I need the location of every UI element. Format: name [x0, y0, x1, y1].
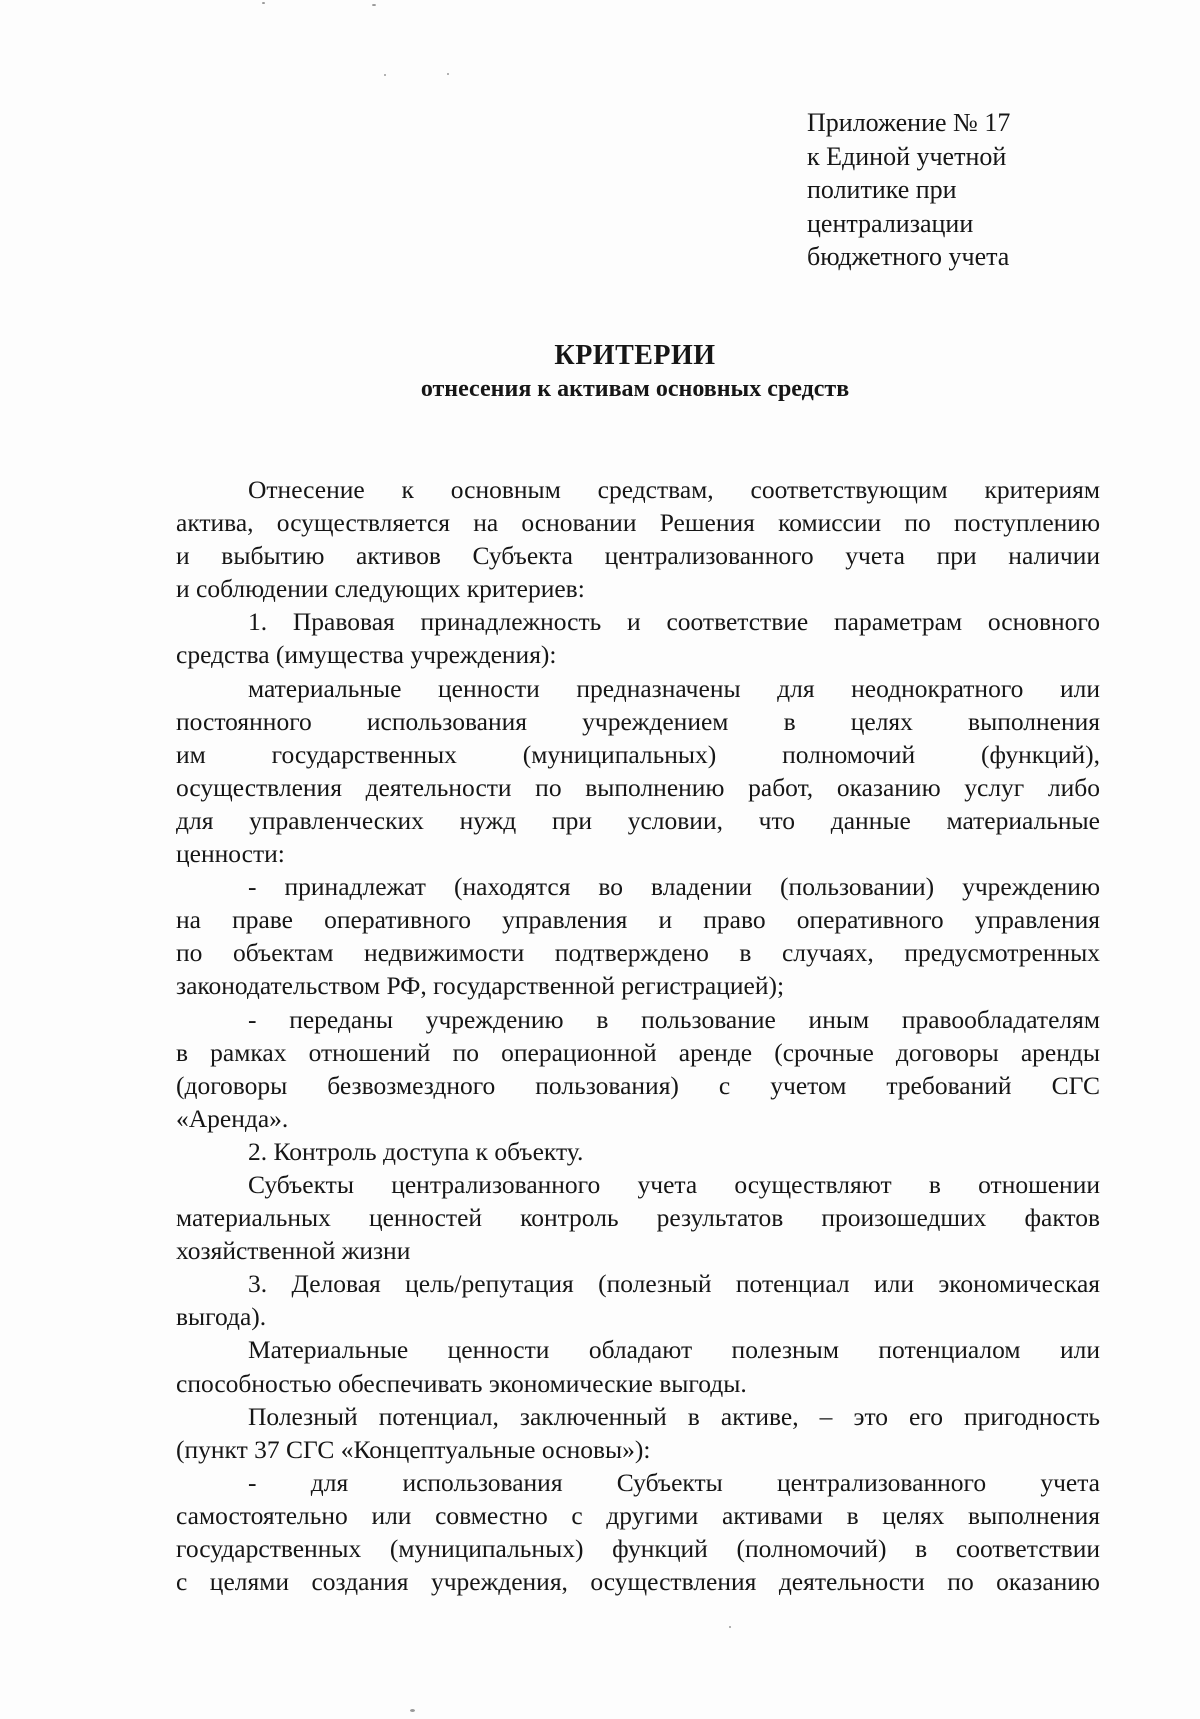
body-line: 2. Контроль доступа к объекту.	[248, 1136, 584, 1166]
scan-speck	[384, 74, 386, 76]
body-line: способностью обеспечивать экономические выгоды.	[176, 1368, 747, 1398]
body-line: им государственных (муниципальных) полномочий (функций),	[176, 739, 1100, 769]
body-line: по объектам недвижимости подтверждено в случаях, предусмотренных	[176, 938, 1100, 968]
body-line: - для использования Субъекты централизованного учета	[248, 1467, 1100, 1497]
body-line: средства (имущества учреждения):	[176, 640, 557, 670]
body-line: (пункт 37 СГС «Концептуальные основы»):	[176, 1434, 651, 1464]
body-line: осуществления деятельности по выполнению работ, оказанию услуг либо	[176, 772, 1100, 802]
body-line: и выбытию активов Субъекта централизованного учета при наличии	[176, 541, 1100, 571]
appendix-line: к Единой учетной	[807, 141, 1007, 171]
body-line: самостоятельно или совместно с другими активами в целях выполнения	[176, 1500, 1100, 1530]
body-line: Полезный потенциал, заключенный в активе, – это его пригодность	[248, 1401, 1100, 1431]
body-line: государственных (муниципальных) функций (полномочий) в соответствии	[176, 1534, 1100, 1563]
body-line: материальные ценности предназначены для неоднократного или	[248, 673, 1100, 703]
document-subtitle: отнесения к активам основных средств	[420, 376, 850, 402]
body-line: выгода).	[176, 1302, 267, 1332]
document-body	[176, 473, 1100, 1598]
body-line: - принадлежат (находятся во владении (пользовании) учреждению	[248, 872, 1100, 902]
body-line: на праве оперативного управления и право оперативного управления	[176, 905, 1100, 935]
appendix-note	[807, 106, 1107, 274]
body-line: с целями создания учреждения, осуществления деятельности по оказанию	[176, 1567, 1100, 1597]
body-line: Субъекты централизованного учета осуществляют в отношении	[248, 1169, 1100, 1199]
body-line: «Аренда».	[176, 1103, 289, 1133]
scan-speck	[262, 2, 265, 4]
body-line: - переданы учреждению в пользование иным правообладателям	[248, 1004, 1100, 1034]
scan-speck	[729, 1626, 731, 1628]
body-line: актива, осуществляется на основании Решения комиссии по поступлению	[176, 508, 1100, 538]
body-line: и соблюдении следующих критериев:	[176, 574, 585, 604]
appendix-line: бюджетного учета	[807, 242, 1010, 271]
appendix-line: централизации	[807, 208, 974, 238]
scan-speck	[447, 73, 449, 75]
scan-speck	[410, 1709, 415, 1712]
body-line: законодательством РФ, государственной регистрацией);	[176, 971, 785, 1001]
body-line: ценности:	[176, 839, 285, 869]
body-line: постоянного использования учреждением в целях выполнения	[176, 706, 1100, 736]
body-line: в рамках отношений по операционной аренде (срочные договоры аренды	[176, 1037, 1100, 1067]
body-line: Отнесение к основным средствам, соответствующим критериям	[248, 475, 1100, 504]
scan-speck	[372, 4, 376, 6]
body-line: Материальные ценности обладают полезным потенциалом или	[248, 1335, 1100, 1365]
appendix-line: Приложение № 17	[807, 108, 1011, 137]
body-line: хозяйственной жизни	[176, 1236, 411, 1266]
body-line: материальных ценностей контроль результатов произошедших фактов	[176, 1203, 1100, 1233]
body-line: 1. Правовая принадлежность и соответствие параметрам основного	[248, 607, 1100, 637]
body-line: для управленческих нужд при условии, что данные материальные	[176, 805, 1100, 835]
appendix-line: политике при	[807, 175, 957, 204]
document-title: КРИТЕРИИ	[554, 340, 716, 371]
body-line: (договоры безвозмездного пользования) с учетом требований СГС	[176, 1070, 1100, 1100]
body-line: 3. Деловая цель/репутация (полезный потенциал или экономическая	[248, 1269, 1100, 1299]
